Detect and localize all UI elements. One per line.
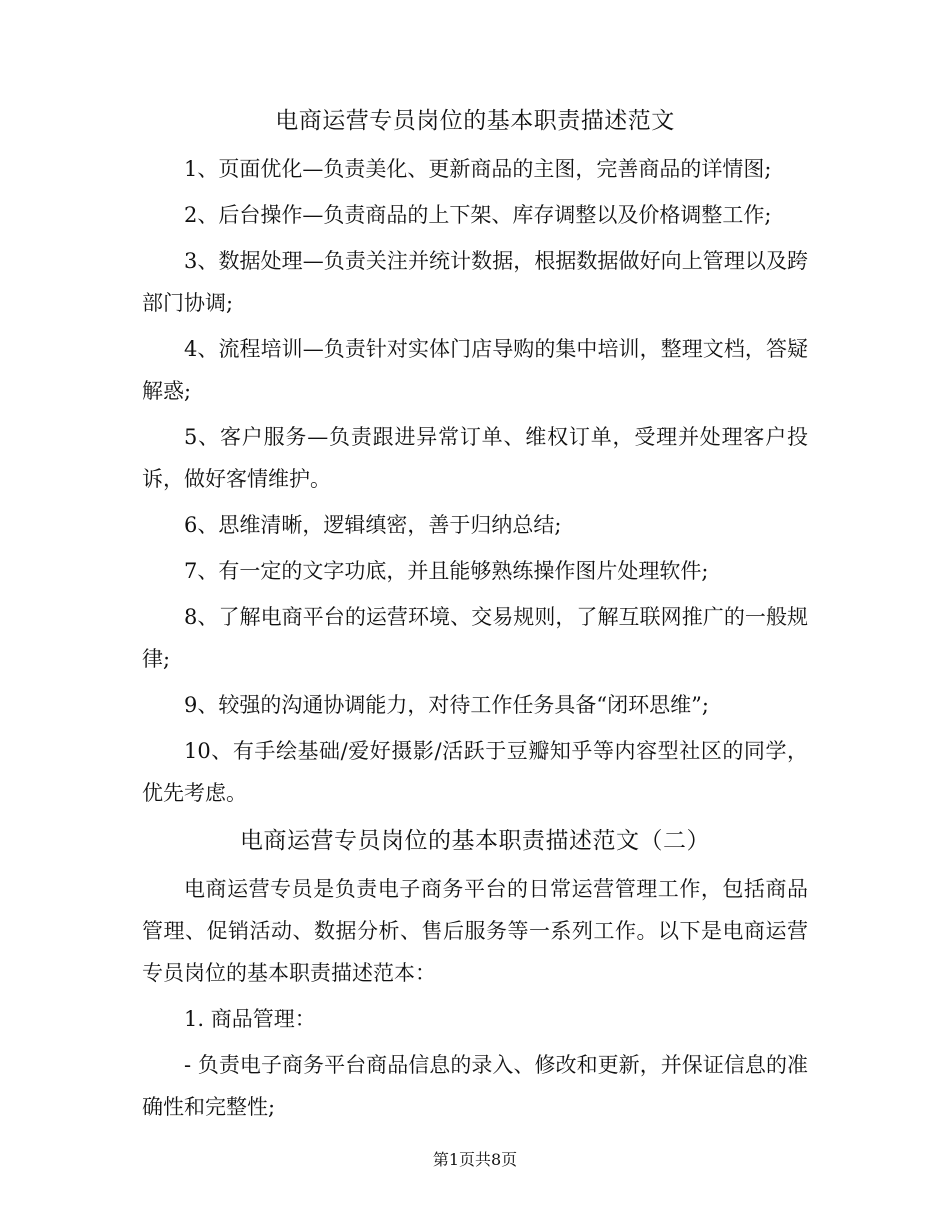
paragraph-6: 6、思维清晰，逻辑缜密，善于归纳总结; bbox=[184, 513, 562, 537]
paragraph-4: 4、流程培训—负责针对实体门店导购的集中培训，整理文档，答疑解惑; bbox=[142, 337, 808, 403]
paragraph-1: 1、页面优化—负责美化、更新商品的主图，完善商品的详情图; bbox=[184, 157, 772, 181]
section2-heading-1: 1. 商品管理： bbox=[184, 1007, 316, 1031]
paragraph-3: 3、数据处理—负责关注并统计数据，根据数据做好向上管理以及跨部门协调; bbox=[142, 249, 808, 315]
section2-bullet-1: - 负责电子商务平台商品信息的录入、修改和更新，并保证信息的准确性和完整性; bbox=[142, 1053, 808, 1119]
document-title: 电商运营专员岗位的基本职责描述范文 bbox=[275, 108, 675, 134]
paragraph-8: 8、了解电商平台的运营环境、交易规则，了解互联网推广的一般规律; bbox=[142, 605, 808, 671]
document-body bbox=[142, 98, 808, 1128]
paragraph-10: 10、有手绘基础/爱好摄影/活跃于豆瓣知乎等内容型社区的同学，优先考虑。 bbox=[142, 739, 808, 805]
paragraph-2: 2、后台操作—负责商品的上下架、库存调整以及价格调整工作; bbox=[184, 203, 772, 227]
paragraph-5: 5、客户服务—负责跟进异常订单、维权订单，受理并处理客户投诉，做好客情维护。 bbox=[142, 425, 808, 491]
page-number: 第1页共8页 bbox=[432, 1150, 518, 1169]
section2-intro: 电商运营专员是负责电子商务平台的日常运营管理工作，包括商品管理、促销活动、数据分析、售后服务等一系列工作。以下是电商运营专员岗位的基本职责描述范本： bbox=[142, 877, 808, 985]
paragraph-7: 7、有一定的文字功底，并且能够熟练操作图片处理软件; bbox=[184, 559, 709, 583]
section-title-2: 电商运营专员岗位的基本职责描述范文（二） bbox=[240, 828, 710, 854]
paragraph-9: 9、较强的沟通协调能力，对待工作任务具备“闭环思维”; bbox=[184, 693, 709, 717]
